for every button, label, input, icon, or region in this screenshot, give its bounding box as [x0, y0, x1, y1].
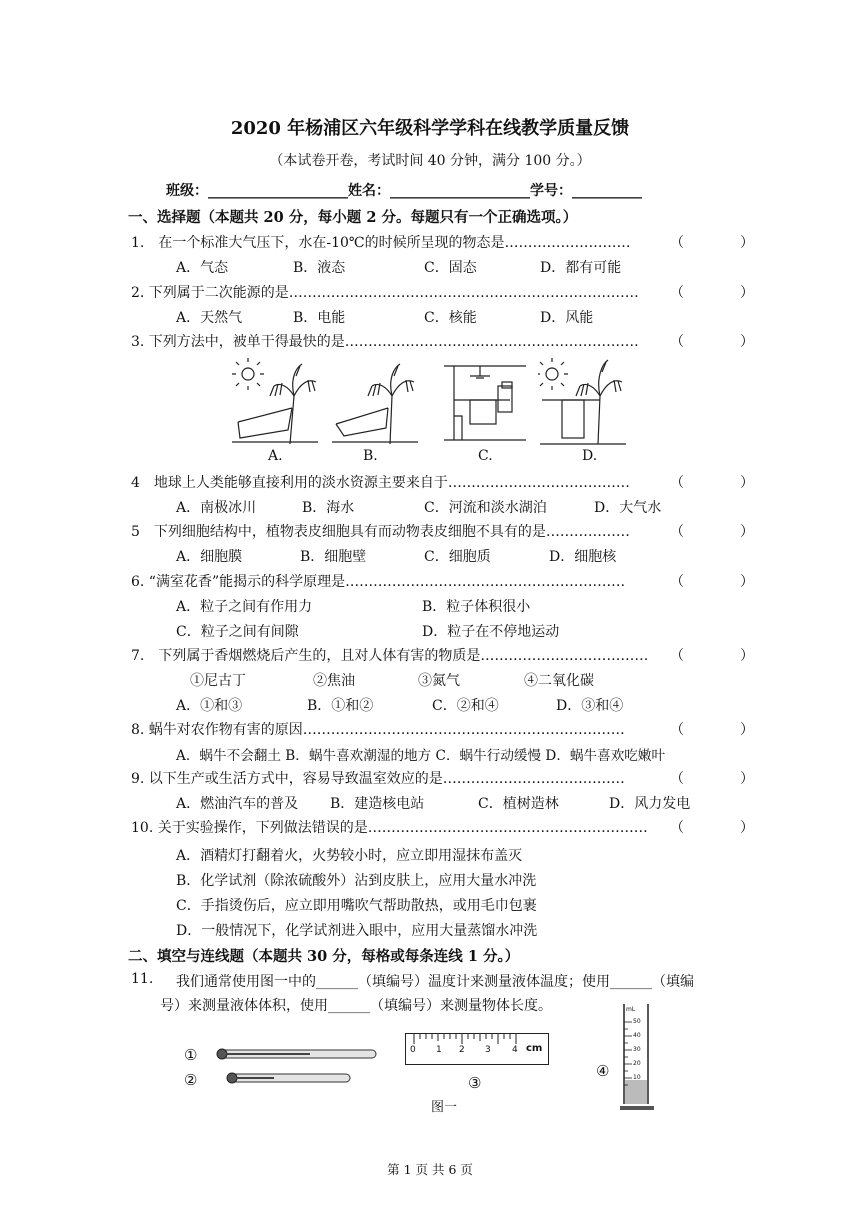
q2-option-b: B．电能	[293, 310, 346, 326]
answer-blank-2[interactable]: （ ）	[670, 285, 754, 301]
q10-option-c: C．手指烫伤后，应立即用嘴吹气帮助散热，或用毛巾包裹	[176, 898, 537, 914]
q3-caption-a: A.	[268, 448, 283, 464]
q2-option-c: C．核能	[424, 310, 477, 326]
q6-option-d: D．粒子在不停地运动	[422, 624, 560, 640]
section-2-heading: 二、填空与连线题（本题共 30 分，每格或每条连线 1 分。）	[128, 948, 520, 965]
q7-option-c: C．②和④	[432, 698, 499, 714]
figure-label-4: ④	[596, 1062, 610, 1080]
question-2: 2. 下列属于二次能源的是…………………………………………………………………	[131, 285, 639, 301]
q5-option-b: B．细胞壁	[300, 549, 367, 565]
cylinder-tick-30: 30	[633, 1046, 641, 1053]
q7-item-1: ①尼古丁	[190, 673, 246, 689]
q9-option-c: C．植树造林	[478, 796, 559, 812]
q7-option-a: A．①和③	[176, 698, 243, 714]
student-info-line: 班级：____________________姓名：____________________学号：__________	[166, 183, 642, 199]
cylinder-tick-50: 50	[633, 1018, 641, 1025]
ruler-tick-1: 1	[436, 1045, 442, 1055]
thermometer-1-icon	[214, 1047, 378, 1061]
page-title: 2020 年杨浦区六年级科学学科在线教学质量反馈	[230, 118, 630, 139]
figure-label-1: ①	[184, 1046, 198, 1064]
answer-blank-5[interactable]: （ ）	[670, 524, 754, 540]
question-9: 9. 以下生产或生活方式中，容易导致温室效应的是…………………………………	[131, 771, 625, 787]
question-7: 7. 下列属于香烟燃烧后产生的，且对人体有害的物质是………………………………	[131, 648, 649, 664]
figure-label-3: ③	[468, 1074, 482, 1092]
q5-option-c: C．细胞质	[424, 549, 491, 565]
q1-option-b: B．液态	[293, 260, 346, 276]
q4-option-b: B．海水	[302, 500, 355, 516]
question-11-line-2: 号）来测量液体体积，使用______（填编号）来测量物体长度。	[160, 998, 552, 1014]
graduated-cylinder-icon	[620, 1000, 654, 1110]
ruler-icon	[405, 1033, 549, 1065]
tree-drying-illustration-b	[330, 356, 420, 444]
q5-option-a: A．细胞膜	[176, 549, 243, 565]
answer-blank-7[interactable]: （ ）	[670, 648, 754, 664]
ruler-tick-2: 2	[459, 1045, 465, 1055]
q10-option-d: D．一般情况下，化学试剂进入眼中，应用大量蒸馏水冲洗	[176, 923, 538, 939]
q6-option-a: A．粒子之间有作用力	[176, 599, 313, 615]
figure-label-2: ②	[184, 1071, 198, 1089]
cylinder-unit: mL	[626, 1006, 636, 1013]
question-11-number: 11.	[131, 971, 154, 987]
q7-option-b: B．①和②	[307, 698, 374, 714]
q7-item-2: ②焦油	[313, 673, 355, 689]
question-3: 3. 下列方法中，被单干得最快的是………………………………………………………	[131, 334, 639, 350]
ruler-tick-4: 4	[512, 1045, 518, 1055]
q4-option-a: A．南极冰川	[176, 500, 257, 516]
q2-option-a: A．天然气	[176, 310, 243, 326]
answer-blank-6[interactable]: （ ）	[670, 574, 754, 590]
question-1: 1. 在一个标准大气压下，水在-10℃的时候所呈现的物态是………………………	[131, 235, 631, 251]
sun-tree-drying-illustration-a	[230, 356, 320, 444]
question-10: 10. 关于实验操作，下列做法错误的是……………………………………………………	[131, 820, 648, 836]
section-1-heading: 一、选择题（本题共 20 分，每小题 2 分。每题只有一个正确选项。）	[128, 209, 578, 226]
q1-option-a: A．气态	[176, 260, 229, 276]
answer-blank-8[interactable]: （ ）	[670, 722, 754, 738]
cylinder-tick-10: 10	[633, 1074, 641, 1081]
q10-option-b: B．化学试剂（除浓硫酸外）沾到皮肤上，应用大量水冲洗	[176, 873, 537, 889]
q1-option-c: C．固态	[424, 260, 477, 276]
q3-caption-c: C.	[478, 448, 493, 464]
question-6: 6. “满室花香”能揭示的科学原理是……………………………………………………	[131, 574, 626, 590]
q7-option-d: D．③和④	[556, 698, 624, 714]
ruler-tick-0: 0	[410, 1045, 416, 1055]
exam-instructions: （本试卷开卷，考试时间 40 分钟，满分 100 分。）	[269, 153, 591, 169]
question-8: 8. 蜗牛对农作物有害的原因……………………………………………………………	[131, 722, 625, 738]
q9-option-a: A．燃油汽车的普及	[176, 796, 299, 812]
indoor-drying-illustration-c	[440, 356, 530, 444]
thermometer-2-icon	[224, 1071, 352, 1085]
cylinder-graphic	[620, 1000, 654, 1110]
q4-option-d: D．大气水	[594, 500, 662, 516]
q3-caption-d: D.	[582, 448, 598, 464]
q6-option-b: B．粒子体积很小	[422, 599, 531, 615]
q4-option-c: C．河流和淡水湖泊	[424, 500, 547, 516]
q7-item-3: ③氮气	[418, 673, 460, 689]
answer-blank-1[interactable]: （ ）	[670, 235, 754, 251]
q10-option-a: A．酒精灯打翻着火，火势较小时，应立即用湿抹布盖灭	[176, 848, 523, 864]
q8-options: A．蜗牛不会翻土 B．蜗牛喜欢潮湿的地方 C．蜗牛行动缓慢 D．蜗牛喜欢吃嫩叶	[176, 748, 666, 764]
q3-caption-b: B.	[363, 448, 378, 464]
cylinder-tick-40: 40	[633, 1032, 641, 1039]
cylinder-tick-20: 20	[633, 1060, 641, 1067]
question-4: 4 地球上人类能够直接利用的淡水资源主要来自于…………………………………	[131, 475, 630, 491]
ruler-tick-3: 3	[485, 1045, 491, 1055]
answer-blank-9[interactable]: （ ）	[670, 771, 754, 787]
answer-blank-3[interactable]: （ ）	[670, 334, 754, 350]
answer-blank-10[interactable]: （ ）	[670, 820, 754, 836]
question-5: 5 下列细胞结构中，植物表皮细胞具有而动物表皮细胞不具有的是………………	[131, 524, 630, 540]
q7-item-4: ④二氧化碳	[524, 673, 594, 689]
sun-tree-hanging-illustration-d	[538, 350, 628, 446]
q1-option-d: D．都有可能	[540, 260, 622, 276]
q6-option-c: C．粒子之间有间隙	[176, 624, 299, 640]
q2-option-d: D．风能	[540, 310, 594, 326]
q5-option-d: D．细胞核	[549, 549, 617, 565]
q9-option-d: D．风力发电	[609, 796, 691, 812]
question-11-line-1: 我们通常使用图一中的______（填编号）温度计来测量液体温度；使用______（填编	[176, 974, 694, 990]
q9-option-b: B．建造核电站	[330, 796, 425, 812]
answer-blank-4[interactable]: （ ）	[670, 475, 754, 491]
page-footer: 第 1 页 共 6 页	[387, 1162, 473, 1177]
figure-caption: 图一	[431, 1100, 458, 1115]
ruler-unit: cm	[526, 1043, 543, 1054]
